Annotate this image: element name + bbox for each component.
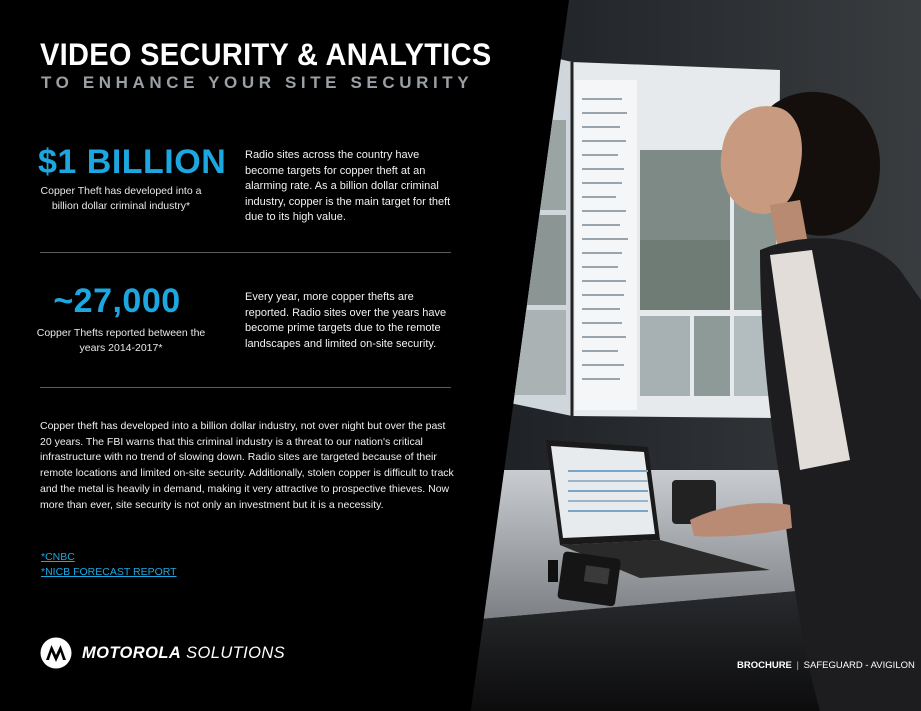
stat-caption-billion (32, 184, 210, 214)
footer-label (737, 660, 915, 671)
brand-wordmark (82, 644, 285, 663)
divider (40, 387, 451, 388)
reference-link-cnbc[interactable]: *CNBC (41, 551, 75, 563)
brand-name-light: SOLUTIONS (186, 644, 286, 662)
stat-body-billion: Radio sites across the country have become targets for copper theft at an alarming rate. As a billion dollar criminal industry, copper is the main target for theft due to its high value. (245, 149, 451, 224)
motorola-batwing-icon (40, 637, 72, 669)
stat-body-thefts: Every year, more copper thefts are reported. Radio sites over the years have become prime targets due to the remote landscapes and limited on-site security. (245, 291, 447, 350)
stat-caption-line: Copper Theft has developed into a (40, 185, 202, 197)
stat-caption-line: years 2014-2017* (79, 342, 163, 354)
reference-link-nicb[interactable]: *NICB FORECAST REPORT (41, 566, 177, 578)
stat-caption-line: Copper Thefts reported between the (36, 327, 206, 339)
stat-caption-thefts (32, 326, 210, 356)
page-subtitle: TO ENHANCE YOUR SITE SECURITY (41, 73, 474, 92)
stat-value-thefts: ~27,000 (53, 282, 181, 320)
footer-series: SAFEGUARD - AVIGILON (803, 660, 915, 671)
brand-name-bold: MOTOROLA (82, 644, 182, 662)
stat-value-billion: $1 BILLION (38, 143, 227, 181)
divider (40, 252, 451, 253)
footer-doc-type: BROCHURE (737, 660, 792, 671)
page-title: VIDEO SECURITY & ANALYTICS (40, 38, 492, 73)
footer-separator: | (796, 660, 799, 671)
body-paragraph: Copper theft has developed into a billion dollar industry, not over night but over the past 20 years. The FBI warns that this criminal industry is a threat to our nation's critical infrastructure with no trend of slowing down. Radio sites are targeted because of their remote locations and limited on-site security. Additionally, stolen copper is difficult to track and the metal is heavily in demand, making it very attractive to prospective thieves. Now more than ever, site security is not only an investment but it is a necessity. (40, 420, 454, 511)
video-wall (500, 45, 780, 418)
stat-caption-line: billion dollar criminal industry* (51, 200, 191, 212)
